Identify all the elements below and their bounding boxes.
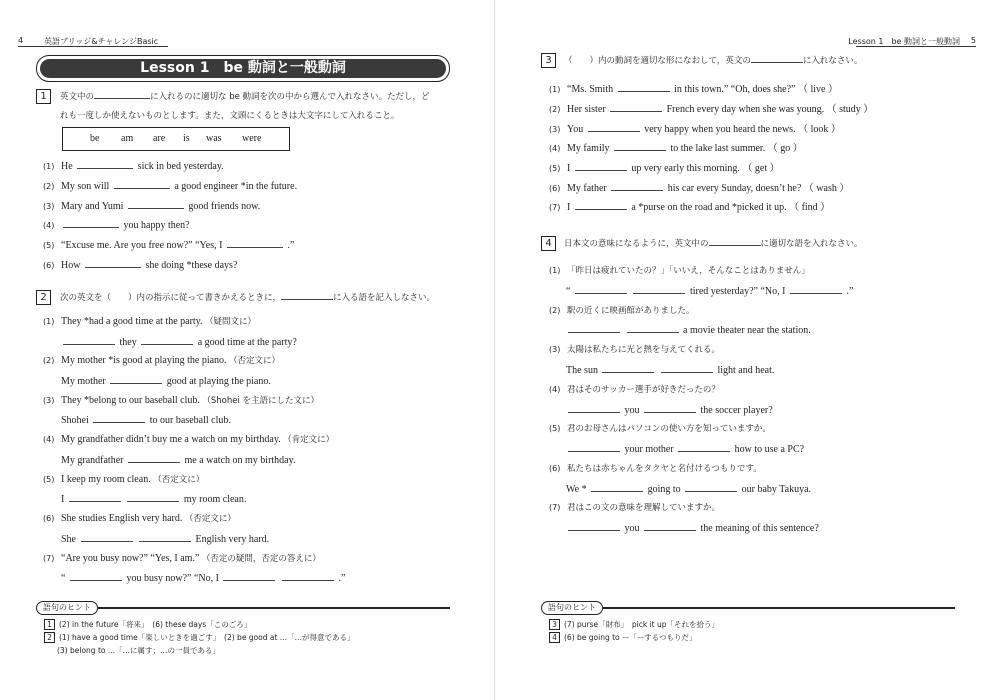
hint-line-3 [57, 645, 220, 656]
answer-blank[interactable] [644, 403, 696, 413]
item-note: （否定文に） [153, 475, 205, 485]
hint-header [36, 601, 450, 613]
q4-answer-4 [566, 403, 773, 416]
item-number: (3) [43, 396, 55, 405]
hint-line-2 [549, 632, 697, 643]
item-text: I [61, 494, 65, 505]
answer-blank[interactable] [85, 258, 141, 268]
hint-line-1 [549, 619, 719, 630]
item-text: My mother *is good at playing the piano. [61, 355, 227, 366]
answer-blank[interactable] [614, 141, 666, 151]
q2-answer-3 [61, 413, 231, 426]
answer-blank[interactable] [644, 521, 696, 531]
answer-blank[interactable] [93, 413, 145, 423]
answer-blank[interactable] [568, 403, 620, 413]
q4-item-4 [549, 383, 720, 395]
hint-text: (7) purse「財布」 pick it up「それを拾う」 [564, 620, 719, 629]
answer-blank[interactable] [575, 284, 627, 294]
item-number: (1) [549, 85, 561, 94]
item-note: （疑問文に） [205, 317, 257, 327]
item-text: I [567, 202, 571, 213]
item-text: My grandfather didn’t buy me a watch on my birthday. [61, 434, 281, 445]
verb-hint: （ find ） [789, 202, 831, 213]
item-text: .” [846, 286, 854, 297]
hint-line-2 [44, 632, 354, 643]
item-text: to the lake last summer. [670, 143, 766, 154]
japanese-sentence: 私たちは赤ちゃんをタクヤと名付けるつもりです。 [567, 464, 762, 474]
instr-part: （ ）内の動詞を適切な形になおして，英文の [564, 56, 751, 66]
item-text: good at playing the piano. [166, 376, 271, 387]
q2-answer-4 [61, 453, 295, 466]
item-number: (7) [549, 203, 561, 212]
hint-rule [603, 607, 955, 609]
q4-item-2 [549, 304, 695, 316]
q4-answer-3 [566, 363, 774, 376]
answer-blank[interactable] [141, 335, 193, 345]
item-number: (7) [549, 503, 561, 512]
header-rule [18, 46, 168, 47]
answer-blank[interactable] [618, 82, 670, 92]
item-number: (3) [549, 125, 561, 134]
item-number: (2) [549, 105, 561, 114]
answer-blank[interactable] [602, 363, 654, 373]
item-text: light and heat. [717, 365, 775, 376]
item-text: “ [566, 286, 571, 297]
answer-blank[interactable] [627, 323, 679, 333]
running-title: Lesson 1 be 動詞と一般動詞 [848, 37, 960, 46]
item-text: very happy when you heard the news. [644, 124, 796, 135]
item-text: to our baseball club. [149, 415, 231, 426]
q3-item-7 [549, 198, 830, 213]
item-number: (4) [549, 385, 561, 394]
left-page [0, 0, 495, 700]
hint-rule [98, 607, 450, 609]
japanese-sentence: 君はこの文の意味を理解していますか。 [567, 503, 721, 513]
page-number: 4 [18, 36, 24, 45]
word-choice: am [121, 133, 134, 144]
item-text: Shohei [61, 415, 89, 426]
japanese-sentence: 君はそのサッカー選手が好きだったの？ [567, 385, 720, 395]
item-number: (5) [43, 475, 55, 484]
item-note: （肯定文に） [283, 435, 335, 445]
hint-box: 2 [44, 632, 55, 643]
item-text: He [61, 161, 73, 172]
answer-blank[interactable] [114, 179, 170, 189]
q1-item-6 [43, 258, 237, 271]
japanese-sentence: 駅の近くに映画館がありました。 [567, 306, 695, 316]
item-number: (1) [43, 162, 55, 171]
verb-hint: （ go ） [767, 143, 803, 154]
q4-answer-2 [566, 323, 811, 336]
item-number: (2) [43, 182, 55, 191]
answer-blank[interactable] [63, 218, 119, 228]
item-note: （Shohei を主語にした文に） [202, 396, 320, 406]
hint-line-1 [44, 619, 251, 630]
instr-part: 次の英文を（ ）内の指示に従って書きかえるときに， [60, 293, 282, 303]
item-text: She studies English very hard. [61, 513, 183, 524]
lesson-banner [36, 55, 450, 82]
item-number: (5) [549, 424, 561, 433]
instr-part: に入る語を記入しなさい。 [333, 293, 436, 303]
q2-answer-1 [61, 335, 297, 348]
word-choice-box [62, 127, 290, 151]
q4-answer-6 [566, 482, 811, 495]
answer-blank[interactable] [575, 161, 627, 171]
q4-answer-1 [566, 284, 853, 297]
item-number: (4) [549, 144, 561, 153]
question-4-instruction [564, 237, 863, 249]
answer-blank[interactable] [661, 363, 713, 373]
item-text: his car every Sunday, doesn’t he? [667, 183, 802, 194]
instr-part: 日本文の意味になるように，英文中の [564, 239, 709, 249]
item-text: she doing *these days? [145, 260, 238, 271]
lesson-title: Lesson 1 be 動詞と一般動詞 [40, 59, 446, 78]
q3-item-4 [549, 139, 803, 154]
question-number-2: 2 [36, 290, 51, 305]
answer-blank[interactable] [611, 181, 663, 191]
q1-item-5 [43, 238, 294, 251]
instr-part: に入れるのに適切な be 動詞を次の中から選んで入れなさい。ただし，ど [150, 92, 430, 102]
item-text: a good engineer *in the future. [174, 181, 298, 192]
answer-blank[interactable] [63, 335, 115, 345]
q2-item-1 [43, 315, 256, 327]
answer-blank[interactable] [568, 442, 620, 452]
answer-blank[interactable] [633, 284, 685, 294]
answer-blank[interactable] [70, 571, 122, 581]
q4-item-3 [549, 343, 720, 355]
answer-blank[interactable] [568, 323, 620, 333]
instr-part: に適切な語を入れなさい。 [760, 239, 863, 249]
answer-blank[interactable] [223, 571, 275, 581]
item-text: My mother [61, 376, 106, 387]
item-number: (2) [43, 356, 55, 365]
item-number: (6) [43, 261, 55, 270]
word-choice: are [153, 133, 166, 144]
verb-hint: （ wash ） [803, 183, 850, 194]
q3-item-5 [549, 159, 780, 174]
question-1-instruction [60, 90, 430, 102]
item-text: Mary and Yumi [61, 201, 124, 212]
word-choice: were [242, 133, 262, 144]
japanese-sentence: 「昨日は疲れていたの？」「いいえ，そんなことはありません」 [567, 266, 810, 276]
item-text: tired yesterday?” “No, I [689, 286, 786, 297]
answer-blank[interactable] [128, 199, 184, 209]
answer-blank[interactable] [568, 521, 620, 531]
item-number: (5) [549, 164, 561, 173]
item-text: “Ms. Smith [567, 84, 614, 95]
q3-item-1 [549, 80, 838, 95]
item-text: They *had a good time at the party. [61, 316, 203, 327]
item-text: My family [567, 143, 610, 154]
item-text: They *belong to our baseball club. [61, 395, 200, 406]
item-number: (1) [549, 266, 561, 275]
item-number: (5) [43, 241, 55, 250]
q3-item-2 [549, 100, 873, 115]
hint-text: (2) in the future「将来」 (6) these days「このごろ」 [59, 620, 252, 629]
question-number-1: 1 [36, 89, 51, 104]
japanese-sentence: 太陽は私たちに光と熱を与えてくれる。 [567, 345, 721, 355]
hint-header [541, 601, 955, 613]
question-2-instruction [60, 291, 435, 303]
item-number: (3) [43, 202, 55, 211]
item-text: you [624, 523, 640, 534]
word-choice: is [183, 133, 190, 144]
q2-answer-2 [61, 374, 271, 387]
blank [709, 245, 761, 246]
item-text: I [567, 163, 571, 174]
hint-text: (6) be going to ー「ーするつもりだ」 [564, 633, 697, 642]
item-text: She [61, 534, 76, 545]
answer-blank[interactable] [575, 200, 627, 210]
item-number: (3) [549, 345, 561, 354]
instr-part: 英文中の [60, 92, 95, 102]
item-text: French every day when she was young. [666, 104, 825, 115]
answer-blank[interactable] [588, 122, 640, 132]
item-text: You [567, 124, 584, 135]
q1-item-2 [43, 179, 297, 192]
item-text: Her sister [567, 104, 606, 115]
item-text: a good time at the party? [197, 337, 297, 348]
item-text: how to use a PC? [734, 444, 805, 455]
item-text: My father [567, 183, 607, 194]
item-text: in this town.” “Oh, does she?” [674, 84, 796, 95]
item-text: My son will [61, 181, 110, 192]
verb-hint: （ study ） [826, 104, 874, 115]
q4-item-1 [549, 264, 810, 276]
header-rule [856, 46, 976, 47]
item-number: (6) [549, 184, 561, 193]
answer-blank[interactable] [678, 442, 730, 452]
running-title: 英語ブリッジ&チャレンジBasic [44, 37, 159, 46]
verb-hint: （ look ） [798, 124, 841, 135]
q2-item-5 [43, 473, 204, 485]
item-text: How [61, 260, 81, 271]
item-text: they [119, 337, 137, 348]
answer-blank[interactable] [81, 532, 133, 542]
item-text: me a watch on my birthday. [184, 455, 296, 466]
q3-item-3 [549, 120, 841, 135]
item-note: （否定文に） [184, 514, 236, 524]
item-text: our baby Takuya. [741, 484, 812, 495]
q4-item-6 [549, 462, 762, 474]
blank [751, 62, 803, 63]
q2-item-4 [43, 433, 334, 445]
item-text: I keep my room clean. [61, 474, 151, 485]
question-number-3: 3 [541, 53, 556, 68]
question-3-instruction [564, 54, 862, 66]
item-text: up very early this morning. [631, 163, 740, 174]
item-text: you happy then? [123, 220, 190, 231]
item-number: (6) [549, 464, 561, 473]
item-text: the soccer player? [700, 405, 773, 416]
japanese-sentence: 君のお母さんはパソコンの使い方を知っていますか。 [567, 424, 771, 434]
item-text: “ [61, 573, 66, 584]
item-text: .” [338, 573, 346, 584]
hint-box: 1 [44, 619, 55, 630]
q2-item-2 [43, 354, 280, 366]
q1-item-1 [43, 159, 224, 172]
q2-item-6 [43, 512, 236, 524]
item-text: English very hard. [195, 534, 270, 545]
question-number-4: 4 [541, 236, 556, 251]
item-text: my room clean. [183, 494, 247, 505]
answer-blank[interactable] [227, 238, 283, 248]
q4-answer-5 [566, 442, 804, 455]
answer-blank[interactable] [685, 482, 737, 492]
item-number: (4) [43, 221, 55, 230]
item-text: a *purse on the road and *picked it up. [631, 202, 787, 213]
word-choice: was [206, 133, 222, 144]
item-number: (1) [43, 317, 55, 326]
item-text: you busy now?” “No, I [126, 573, 219, 584]
answer-blank[interactable] [128, 453, 180, 463]
q1-item-4 [43, 218, 190, 231]
item-text: The sun [566, 365, 598, 376]
q2-answer-7 [61, 571, 345, 584]
hint-label: 語句のヒント [36, 601, 98, 615]
item-note: （否定の疑問，否定の答えに） [201, 554, 321, 564]
item-number: (7) [43, 554, 55, 563]
hint-box: 3 [549, 619, 560, 630]
item-text: My grandfather [61, 455, 124, 466]
blank [94, 98, 150, 99]
question-1-instruction-2: れも一度しか使えないものとします。また，文頭にくるときは大文字にして入れること。 [60, 111, 400, 121]
item-text: “Excuse me. Are you free now?” “Yes, I [61, 240, 223, 251]
hint-label: 語句のヒント [541, 601, 603, 615]
item-note: （否定文に） [229, 356, 281, 366]
q2-answer-5 [61, 492, 246, 505]
answer-blank[interactable] [127, 492, 179, 502]
hint-text: (3) belong to ...「…に属す；…の一員である」 [57, 646, 221, 655]
item-number: (6) [43, 514, 55, 523]
answer-blank[interactable] [139, 532, 191, 542]
item-text: good friends now. [188, 201, 261, 212]
answer-blank[interactable] [282, 571, 334, 581]
hint-box: 4 [549, 632, 560, 643]
item-text: “Are you busy now?” “Yes, I am.” [61, 553, 200, 564]
item-number: (2) [549, 306, 561, 315]
answer-blank[interactable] [591, 482, 643, 492]
blank [281, 299, 333, 300]
q1-item-3 [43, 199, 260, 212]
verb-hint: （ get ） [742, 163, 780, 174]
page-number: 5 [970, 36, 976, 45]
item-text: We * [566, 484, 587, 495]
q4-item-5 [549, 422, 771, 434]
right-page [496, 0, 991, 700]
item-text: you [624, 405, 640, 416]
q3-item-6 [549, 179, 849, 194]
item-text: your mother [624, 444, 674, 455]
q4-item-7 [549, 501, 720, 513]
q2-answer-6 [61, 532, 269, 545]
item-text: going to [647, 484, 681, 495]
q4-answer-7 [566, 521, 819, 534]
q2-item-7 [43, 552, 321, 564]
item-text: a movie theater near the station. [683, 325, 811, 336]
item-text: the meaning of this sentence? [700, 523, 819, 534]
answer-blank[interactable] [77, 159, 133, 169]
answer-blank[interactable] [69, 492, 121, 502]
hint-text: (1) have a good time「楽しいときを過ごす」 (2) be good at ...「…が得意である」 [59, 633, 355, 642]
answer-blank[interactable] [610, 102, 662, 112]
q2-item-3 [43, 394, 319, 406]
item-text: sick in bed yesterday. [137, 161, 224, 172]
answer-blank[interactable] [790, 284, 842, 294]
item-text: .” [287, 240, 295, 251]
item-number: (4) [43, 435, 55, 444]
word-choice: be [90, 133, 100, 144]
verb-hint: （ live ） [798, 84, 838, 95]
instr-part: に入れなさい。 [802, 56, 863, 66]
answer-blank[interactable] [110, 374, 162, 384]
